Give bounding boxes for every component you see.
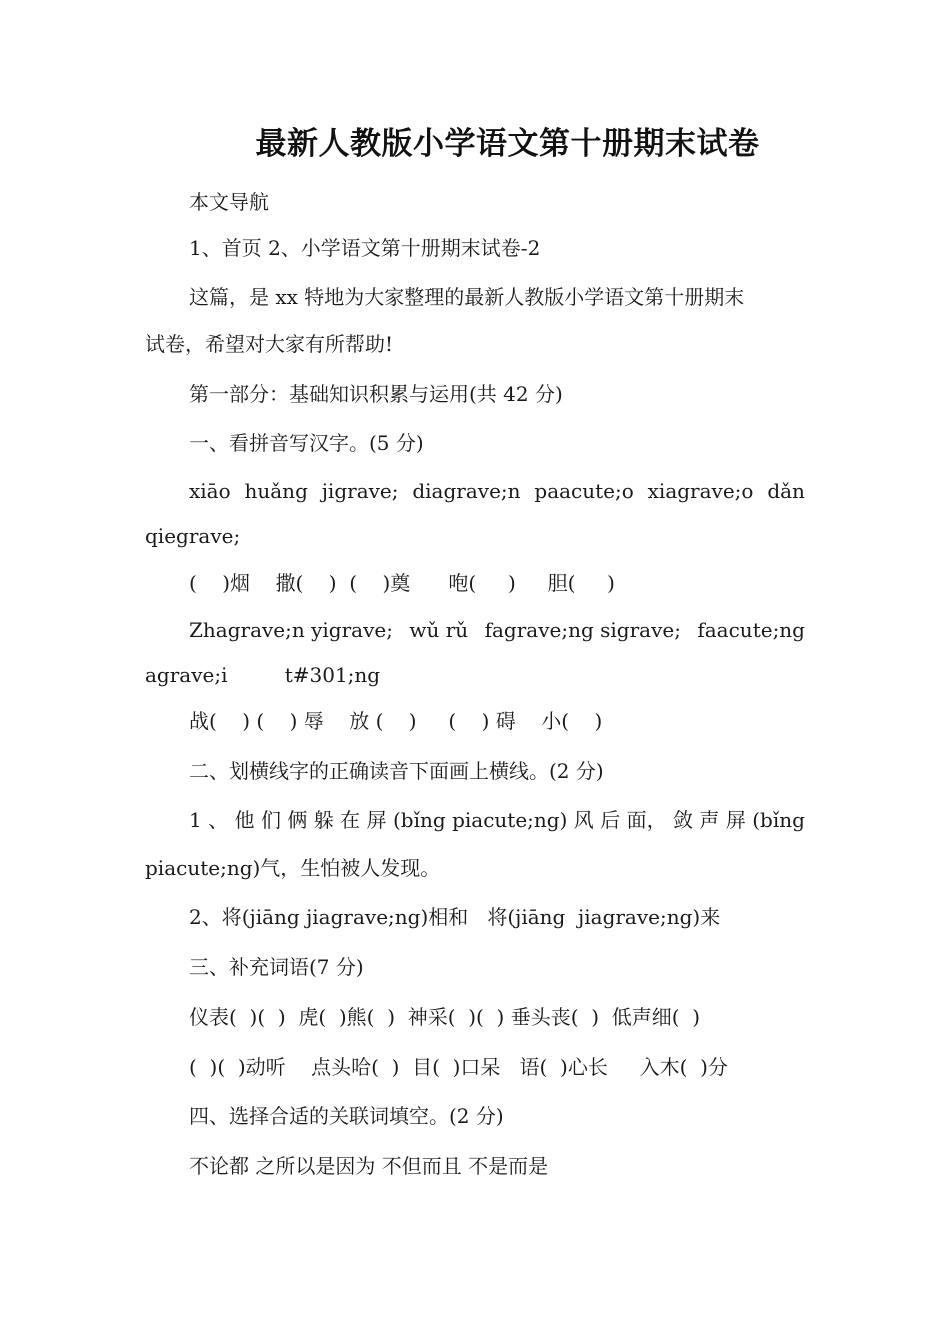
text-token: 屏 [725,808,746,832]
text-token: 在 [340,808,361,832]
q1-pinyin-row-2-wrap: agrave;i t#301;ng [145,663,381,687]
q3-heading: 三、补充词语(7 分) [189,955,364,979]
q3-row-1: 仪表( )( ) 虎( )熊( ) 神采( )( ) 垂头丧( ) 低声细( ) [189,1005,701,1029]
pinyin-word: dǎn [767,479,805,503]
q1-pinyin-row-1 [189,477,805,505]
pinyin-word: Zhagrave;n yigrave; [189,618,393,642]
q4-options: 不论都 之所以是因为 不但而且 不是而是 [189,1154,549,1178]
text-token: 敛 [673,808,694,832]
q2-heading: 二、划横线字的正确读音下面画上横线。(2 分) [189,759,604,783]
q1-heading: 一、看拼音写汉字。(5 分) [189,431,424,455]
text-token: 们 [260,808,281,832]
q3-row-2: ( )( )动听 点头哈( ) 目( )口呆 语( )心长 入木( )分 [189,1055,728,1079]
q1-chars-row-1: ( )烟 撒( ) ( )奠 咆( ) 胆( ) [189,571,615,595]
text-token: 他 [234,808,255,832]
part1-heading: 第一部分：基础知识积累与运用(共 42 分) [189,382,563,406]
text-token: 风 [573,808,594,832]
text-token: 声 [699,808,720,832]
q2-item-2: 2、将(jiāng jiagrave;ng)相和 将(jiāng jiagrave;ng)来 [189,905,721,929]
intro-line-2: 试卷，希望对大家有所帮助! [145,332,394,356]
text-token: 躲 [313,808,334,832]
q2-item-1 [189,806,805,834]
q1-pinyin-row-1-wrap: qiegrave; [145,524,241,548]
pinyin-word: xiāo [189,479,231,503]
text-token: 面， [626,808,667,832]
intro-line-1: 这篇，是 xx 特地为大家整理的最新人教版小学语文第十册期末 [189,285,745,309]
text-token: (bǐng [752,808,805,832]
pinyin-word: paacute;o [534,479,634,503]
pinyin-word: jigrave; [321,479,399,503]
pinyin-word: huǎng [244,479,308,503]
nav-heading: 本文导航 [189,190,269,214]
text-token: piacute;ng) [452,808,568,832]
page-title: 最新人教版小学语文第十册期末试卷 [255,126,760,162]
pinyin-word: xiagrave;o [647,479,754,503]
q4-heading: 四、选择合适的关联词填空。(2 分) [189,1104,504,1128]
pinyin-word: fagrave;ng sigrave; [484,618,681,642]
pinyin-word: wǔ rǔ [409,618,469,642]
q2-item-1-wrap: piacute;ng)气，生怕被人发现。 [145,856,441,880]
q1-pinyin-row-2 [189,616,805,644]
text-token: 屏 [366,808,387,832]
text-token: 俩 [287,808,308,832]
text-token: 、 [208,808,229,832]
text-token: 1 [189,808,202,832]
text-token: 后 [600,808,621,832]
q1-chars-row-2: 战( ) ( ) 辱 放 ( ) ( ) 碍 小( ) [189,709,603,733]
text-token: (bǐng [392,808,446,832]
pinyin-word: diagrave;n [412,479,521,503]
pinyin-word: faacute;ng [697,618,805,642]
nav-links[interactable]: 1、首页 2、小学语文第十册期末试卷-2 [189,236,541,260]
